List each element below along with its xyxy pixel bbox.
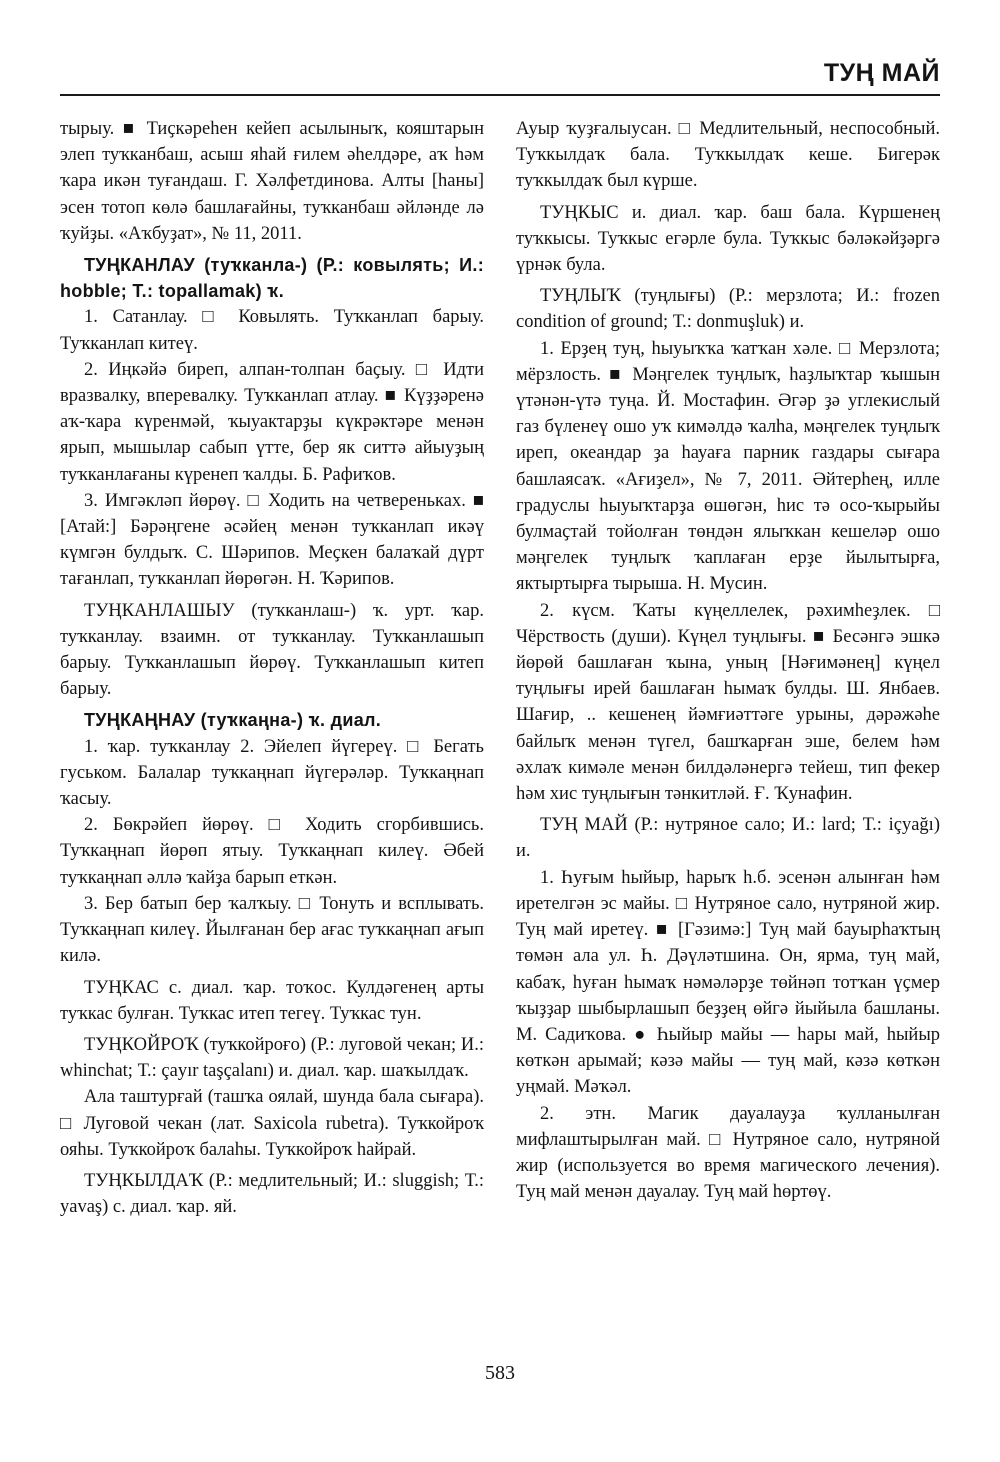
- entry-headword: ТУҢКАҢНАУ (туҡкаңна-) ҡ. диал.: [84, 710, 382, 731]
- sense-paragraph: 2. күсм. Ҡаты күңеллелек, рәхимһеҙлек. □ Чёрствость (души). Күңел туңлығы. ■ Бесәнгә эшкә йөрөй башлаған ҡына, уның [Нәғимәнең] күңел туңлығы ирей башлаған һымаҡ булды. Ш. Янбаев. Шағир, .. кешенең йәмғиәттәге урыны, дәрәжәһе байлыҡ менән түгел, башҡарған эше, белем һәм әхлаҡ кимәле менән билдәләнергә тейеш, тип фекер һәм хис туңлығын тәнкитләй. Ғ. Ҡунафин.: [516, 600, 940, 805]
- sense-paragraph: 2. Бөкрәйеп йөрөү. □ Ходить сгорбившись. Туҡкаңнап йөрөп ятыу. Туҡкаңнап килеү. Әбей туҡкаңнап әллә ҡайҙа барып еткән.: [60, 815, 484, 888]
- sense-paragraph: 1. Ерҙең туң, һыуыҡҡа ҡатҡан хәле. □ Мерзлота; мёрзлость. ■ Мәңгелек туңлыҡ, һаҙлыҡтар ҡышын үтәнән-үтә туңа. Й. Мостафин. Әгәр ҙә углекислый газ бүленеү ошо уҡ кимәлдә ҡалһа, мәңгелек туңлыҡ иреп, океандар ҙа һауаға парник газдары сығара башлаясаҡ. «Ағиҙел», № 7, 2011. Әйтерһең, илле градуслы һыуыҡтарҙа өшөгән, һис тә осо-ҡырыйы булмаҫтай тойолған төндән ялыҡкан кешеләр ошо мәңгелек туңлыҡ ҡаплаған ерҙе йылытырға, яктыртырға тырыша. Н. Мусин.: [516, 338, 940, 595]
- sense-paragraph: Ала таштурғай (ташҡа оялай, шунда бала сығара). □ Луговой чекан (лат. Saxicola rubetra). Туҡкойроҡ ояһы. Туҡкойроҡ балаһы. Туҡкойроҡ һайрай.: [60, 1087, 484, 1160]
- running-head: ТУҢ МАЙ: [823, 59, 940, 87]
- entry-headword: ТУҢКАНЛАУ (туҡканла-) (Р.: ковылять; И.: hobble; Т.: topallamak) ҡ.: [60, 255, 484, 302]
- continuation-paragraph: тырыу. ■ Тиҫкәреһен кейеп асылыныҡ, кояштарын элеп туҡканбаш, асыш яһай ғилем әһелдәре, аҡ һәм ҡара икән туғандаш. Г. Хәлфетдинова. Алты [һаны] эсен тотоп көлә башлағайны, туҡканбаш әйләнде лә ҡуйҙы. «Аҡбуҙат», № 11, 2011.: [60, 119, 484, 244]
- entry-paragraph: ТУҢКЫС и. диал. ҡар. баш бала. Күршенең туҡкысы. Туҡкыс егәрле була. Туҡкыс бәләкәйҙәргә үрнәк була.: [516, 202, 940, 276]
- sense-paragraph: 1. ҡар. туҡканлау 2. Эйелеп йүгереү. □ Бегать гуськом. Балалар туҡкаңнап йүгерәләр. Туҡкаңнап ҡасыу.: [60, 736, 484, 810]
- sense-paragraph: 1. Сатанлау. □ Ковылять. Туҡканлап барыу. Туҡканлап китеү.: [60, 307, 484, 354]
- sense-paragraph: 3. Бер батып бер ҡалҡыу. □ Тонуть и всплывать. Туҡкаңнап килеү. Йылғанан бер ағас туҡкаңнап ағып килә.: [60, 893, 484, 967]
- entry-paragraph: ТУҢКАНЛАШЫУ (туҡканлаш-) ҡ. урт. ҡар. туҡканлау. взаимн. от туҡканлау. Туҡканлашып барыу. Туҡканлашып йөрөү. Туҡканлашып китеп барыу.: [60, 600, 484, 700]
- entry-paragraph: ТУҢКАС с. диал. ҡар. тоҡос. Кулдәгенең арты туҡкас булған. Туҡкас итеп тегеү. Туҡкас тун.: [60, 977, 484, 1024]
- right-column: [516, 116, 940, 1205]
- sense-paragraph: 2. этн. Магик дауалауҙа ҡулланылған мифлаштырылған май. □ Нутряное сало, нутряной жир (используется во время магического лечения). Туң май менән дауалау. Туң май һөртөү.: [516, 1103, 940, 1203]
- sense-paragraph: 3. Имгәкләп йөрөү. □ Ходить на четвереньках. ■ [Атай:] Бәрәңгене әсәйең менән туҡканлап икәү күмгән булдыҡ. С. Шәрипов. Меҫкен балаҡай дүрт тағанлап, туҡканлап йөрөгән. Н. Ҡәрипов.: [60, 490, 484, 590]
- sense-paragraph: 2. Иңкәйә биреп, алпан-толпан баҫыу. □ Идти вразвалку, вперевалку. Туҡканлап атлау. ■ Күҙҙәренә аҡ-ҡара күренмәй, ҡыуактарҙы күкрәктәре менән ярып, мышылар сабып үтте, бер як ситтә айыуҙың туҡканлағаны күренеп ҡалды. Б. Рафиҡов.: [60, 359, 484, 485]
- page-header: [60, 52, 940, 96]
- entry-paragraph: ТУҢ МАЙ (Р.: нутряное сало; И.: lard; Т.: içyağı) и.: [516, 815, 940, 862]
- entry-paragraph: ТУҢЛЫҠ (туңлығы) (Р.: мерзлота; И.: frozen condition of ground; Т.: donmuşluk) и.: [516, 286, 940, 333]
- entry-paragraph: ТУҢКЫЛДАҠ (Р.: медлительный; И.: sluggish; Т.: yavaş) с. диал. ҡар. яй.: [60, 1170, 484, 1218]
- sense-paragraph: 1. Һуғым һыйыр, һарыҡ һ.б. эсенән алынған һәм иретелгән эс майы. □ Нутряное сало, нутряной жир. Туң май иретеү. ■ [Гәзимә:] Туң май бауырһаҡтың төмән ала ул. Һ. Дәүләтшина. Он, ярма, туң май, кабаҡ, һуған һымаҡ нәмәләрҙе төйнәп тотҡан үҫмер ҡыҙҙар шыбырлашып беҙҙең өйгә йыйыла башланы. М. Садиҡова. ● Һыйыр майы — һары май, һыйыр көткән арымай; кәзә майы — туң май, кәзә көткән уңмай. Мәҡәл.: [516, 867, 940, 1098]
- entry-paragraph: ТУҢКОЙРОҠ (туҡкойроғо) (Р.: луговой чекан; И.: whinchat; Т.: çayır taşçalanı) и. диал. ҡар. шаҡылдаҡ.: [60, 1034, 484, 1082]
- left-column: [60, 116, 484, 1220]
- page-number: 583: [485, 1362, 515, 1384]
- continuation-paragraph: Ауыр ҡуҙғалыусан. □ Медлительный, неспособный. Туҡкылдаҡ бала. Туҡкылдаҡ кеше. Бигерәк туҡкылдаҡ был күрше.: [516, 119, 940, 192]
